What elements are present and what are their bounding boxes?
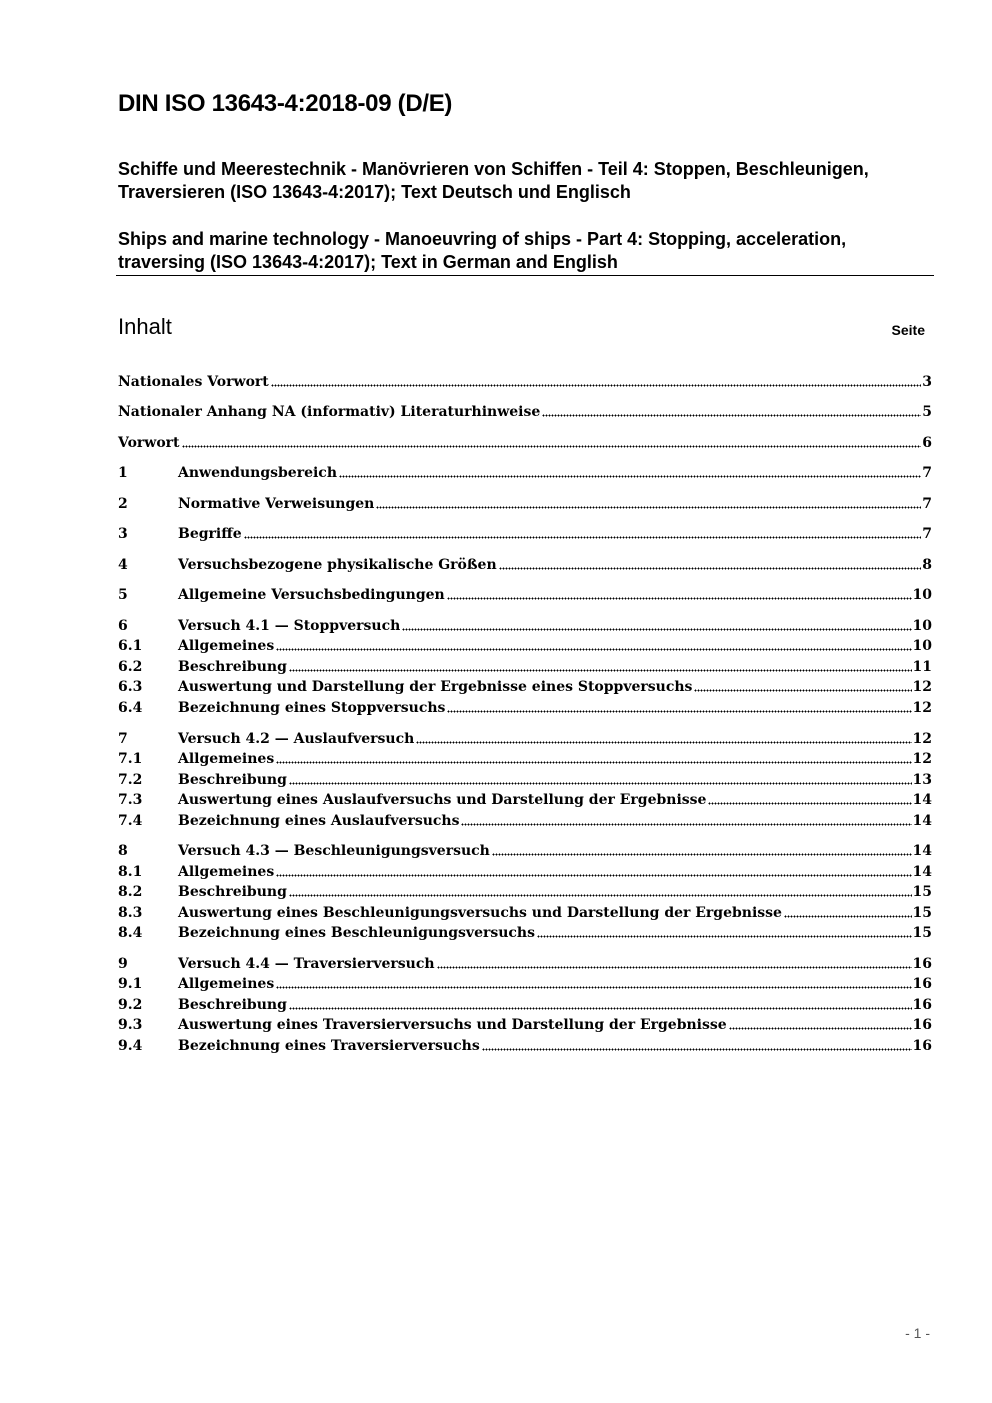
toc-entry[interactable]	[118, 995, 932, 1015]
toc-dot-leader	[447, 594, 912, 600]
toc-entry[interactable]	[118, 811, 932, 831]
toc-entry-page: 11	[912, 659, 932, 675]
toc-entry-title: Versuchsbezogene physikalische Größen	[178, 557, 497, 573]
toc-entry-page: 10	[912, 618, 932, 634]
toc-entry-number: 2	[118, 496, 128, 512]
toc-entry-number: 3	[118, 526, 128, 542]
toc-entry-number: 8.2	[118, 884, 143, 900]
toc-dot-leader	[276, 983, 911, 989]
toc-entry-number: 8.1	[118, 864, 143, 880]
toc-entry-number: 7.4	[118, 813, 143, 829]
toc-entry[interactable]	[118, 555, 932, 575]
toc-dot-leader	[537, 932, 912, 938]
toc-entry-number: 8.3	[118, 905, 143, 921]
page-number: - 1 -	[905, 1325, 930, 1341]
toc-entry[interactable]	[118, 923, 932, 943]
toc-entry-title: Auswertung eines Traversierversuchs und Darstellung der Ergebnisse	[178, 1017, 727, 1033]
toc-entry-number: 9.4	[118, 1038, 143, 1054]
toc-entry-title: Allgemeines	[178, 864, 275, 880]
toc-entry-title: Auswertung eines Beschleunigungsversuchs und Darstellung der Ergebnisse	[178, 905, 782, 921]
toc-entry-title: Auswertung und Darstellung der Ergebnisse eines Stoppversuchs	[178, 679, 693, 695]
toc-entry-title: Allgemeines	[178, 638, 275, 654]
toc-entry-number: 6.4	[118, 700, 143, 716]
toc-entry-title: Begriffe	[178, 526, 242, 542]
toc-dot-leader	[437, 963, 912, 969]
toc-entry-page: 14	[912, 843, 932, 859]
toc-entry-page: 12	[912, 731, 932, 747]
toc-entry-title: Anwendungsbereich	[178, 465, 337, 481]
toc-entry-number: 7	[118, 731, 128, 747]
toc-entry-page: 16	[912, 976, 932, 992]
toc-entry-number: 6.1	[118, 638, 143, 654]
toc-entry[interactable]	[118, 749, 932, 769]
toc-dot-leader	[447, 707, 911, 713]
toc-entry-title: Allgemeines	[178, 976, 275, 992]
toc-entry-title: Allgemeine Versuchsbedingungen	[178, 587, 445, 603]
toc-dot-leader	[289, 891, 912, 897]
toc-entry-page: 7	[922, 465, 932, 481]
toc-entry-title: Versuch 4.1 — Stoppversuch	[178, 618, 401, 634]
toc-entry[interactable]	[118, 974, 932, 994]
document-title: DIN ISO 13643-4:2018-09 (D/E)	[118, 90, 453, 117]
toc-entry-page: 14	[912, 792, 932, 808]
toc-entry[interactable]	[118, 463, 932, 483]
toc-entry-page: 16	[912, 956, 932, 972]
toc-dot-leader	[542, 411, 921, 417]
toc-dot-leader	[708, 799, 911, 805]
toc-entry-page: 12	[912, 679, 932, 695]
toc-entry-page: 5	[922, 404, 932, 420]
document-subtitle-english: Ships and marine technology - Manoeuvring of ships - Part 4: Stopping, acceleration, traversing (ISO 13643-4:2017); Text in German and English	[118, 229, 847, 272]
toc-entry-number: 9.2	[118, 997, 143, 1013]
toc-entry-title: Beschreibung	[178, 997, 287, 1013]
toc-entry-title: Versuch 4.2 — Auslaufversuch	[178, 731, 415, 747]
toc-entry-title: Beschreibung	[178, 659, 287, 675]
toc-entry-title: Bezeichnung eines Auslaufversuchs	[178, 813, 460, 829]
toc-heading: Inhalt	[118, 314, 172, 339]
toc-entry-title: Vorwort	[118, 435, 180, 451]
toc-entry-page: 3	[922, 374, 932, 390]
toc-entry-page: 7	[922, 496, 932, 512]
toc-entry-title: Bezeichnung eines Beschleunigungsversuchs	[178, 925, 535, 941]
toc-entry-page: 15	[912, 925, 932, 941]
toc-entry[interactable]	[118, 882, 932, 902]
toc-entry-page: 14	[912, 813, 932, 829]
toc-entry-number: 6.2	[118, 659, 143, 675]
toc-entry[interactable]	[118, 770, 932, 790]
toc-entry-page: 16	[912, 1017, 932, 1033]
toc-entry-number: 1	[118, 465, 128, 481]
toc-dot-leader	[276, 871, 911, 877]
toc-entry-title: Auswertung eines Auslaufversuchs und Darstellung der Ergebnisse	[178, 792, 707, 808]
toc-entry-number: 6	[118, 618, 128, 634]
toc-entry[interactable]	[118, 862, 932, 882]
toc-dot-leader	[276, 758, 911, 764]
toc-entry-number: 6.3	[118, 679, 143, 695]
toc-entry-page: 14	[912, 864, 932, 880]
toc-dot-leader	[289, 1004, 912, 1010]
toc-entry[interactable]	[118, 698, 932, 718]
toc-entry[interactable]	[118, 790, 932, 810]
toc-entry-page: 10	[912, 587, 932, 603]
toc-entry-title: Allgemeines	[178, 751, 275, 767]
toc-dot-leader	[276, 645, 911, 651]
toc-entry[interactable]	[118, 616, 932, 636]
toc-entry-page: 6	[922, 435, 932, 451]
toc-entry-number: 9.3	[118, 1017, 143, 1033]
toc-dot-leader	[402, 625, 911, 631]
toc-entry[interactable]	[118, 433, 932, 453]
toc-entry-page: 15	[912, 905, 932, 921]
toc-entry[interactable]	[118, 729, 932, 749]
toc-entry[interactable]	[118, 524, 932, 544]
toc-entry-title: Beschreibung	[178, 772, 287, 788]
toc-entry-page: 8	[922, 557, 932, 573]
toc-dot-leader	[271, 381, 922, 387]
toc-entry[interactable]	[118, 677, 932, 697]
toc-entry-number: 8.4	[118, 925, 143, 941]
toc-page-column-label: Seite	[891, 322, 925, 338]
toc-entry-number: 5	[118, 587, 128, 603]
toc-dot-leader	[492, 850, 912, 856]
toc-entry[interactable]	[118, 657, 932, 677]
toc-entry-page: 13	[912, 772, 932, 788]
toc-entry[interactable]	[118, 372, 932, 392]
toc-entry-title: Bezeichnung eines Traversierversuchs	[178, 1038, 480, 1054]
toc-entry[interactable]	[118, 636, 932, 656]
toc-entry[interactable]	[118, 494, 932, 514]
toc-dot-leader	[376, 503, 921, 509]
toc-entry-title: Versuch 4.4 — Traversierversuch	[178, 956, 435, 972]
toc-entry[interactable]	[118, 1015, 932, 1035]
toc-dot-leader	[482, 1045, 912, 1051]
toc-entry-number: 9.1	[118, 976, 143, 992]
toc-entry[interactable]	[118, 402, 932, 422]
toc-entry-number: 7.3	[118, 792, 143, 808]
toc-entry[interactable]	[118, 954, 932, 974]
toc-dot-leader	[461, 820, 911, 826]
toc-entry-title: Versuch 4.3 — Beschleunigungsversuch	[178, 843, 490, 859]
toc-entry-page: 10	[912, 638, 932, 654]
toc-dot-leader	[289, 779, 912, 785]
toc-entry-title: Nationales Vorwort	[118, 374, 269, 390]
toc-entry-title: Beschreibung	[178, 884, 287, 900]
document-subtitle-german: Schiffe und Meerestechnik - Manövrieren von Schiffen - Teil 4: Stoppen, Beschleunigen, Traversieren (ISO 13643-4:2017); Text Deutsch und Englisch	[118, 159, 869, 202]
toc-entry[interactable]	[118, 841, 932, 861]
toc-dot-leader	[499, 564, 922, 570]
toc-entry-number: 8	[118, 843, 128, 859]
toc-dot-leader	[694, 686, 911, 692]
toc-dot-leader	[244, 533, 922, 539]
toc-dot-leader	[289, 666, 912, 672]
toc-entry-page: 16	[912, 1038, 932, 1054]
toc-entry-page: 12	[912, 700, 932, 716]
toc-entry-number: 7.1	[118, 751, 143, 767]
toc-entry-title: Nationaler Anhang NA (informativ) Literaturhinweise	[118, 404, 541, 420]
toc-entry-title: Bezeichnung eines Stoppversuchs	[178, 700, 446, 716]
toc-dot-leader	[729, 1024, 912, 1030]
toc-entry-number: 7.2	[118, 772, 143, 788]
toc-entry-page: 7	[922, 526, 932, 542]
toc-entry-title: Normative Verweisungen	[178, 496, 375, 512]
toc-entry-number: 9	[118, 956, 128, 972]
toc-dot-leader	[339, 472, 921, 478]
toc-entry[interactable]	[118, 903, 932, 923]
toc-entry[interactable]	[118, 1036, 932, 1056]
toc-entry-page: 15	[912, 884, 932, 900]
toc-dot-leader	[784, 912, 912, 918]
toc-entry-page: 16	[912, 997, 932, 1013]
toc-entry-page: 12	[912, 751, 932, 767]
title-divider	[116, 275, 934, 276]
toc-entry[interactable]	[118, 585, 932, 605]
toc-dot-leader	[416, 738, 911, 744]
toc-entry-number: 4	[118, 557, 128, 573]
toc-dot-leader	[182, 442, 922, 448]
